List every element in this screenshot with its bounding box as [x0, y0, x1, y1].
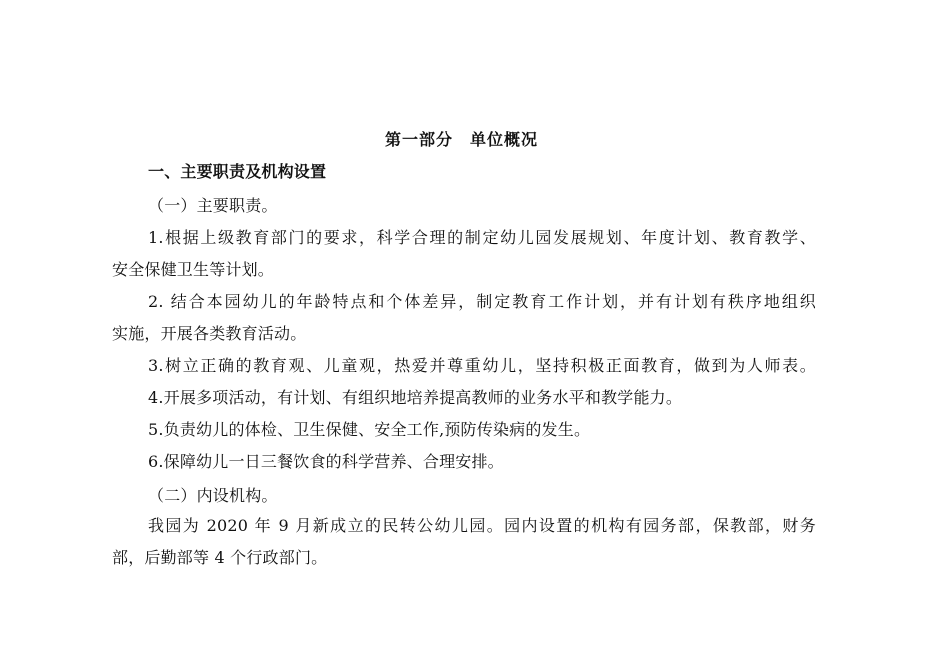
duty-item-5: 5.负责幼儿的体检、卫生保健、安全工作,预防传染病的发生。 — [148, 420, 591, 439]
page-title: 第一部分 单位概况 — [385, 130, 539, 149]
duty-item-6: 6.保障幼儿一日三餐饮食的科学营养、合理安排。 — [148, 452, 504, 471]
duty-item-2-line-2: 实施，开展各类教育活动。 — [112, 324, 307, 343]
duty-item-1-line-2: 安全保健卫生等计划。 — [112, 260, 275, 279]
org-paragraph-line-2: 部，后勤部等 4 个行政部门。 — [112, 548, 328, 567]
duty-item-2-line-1: 2. 结合本园幼儿的年龄特点和个体差异，制定教育工作计划，并有计划有秩序地组织 — [148, 292, 816, 311]
duty-item-4: 4.开展多项活动，有计划、有组织地培养提高教师的业务水平和教学能力。 — [148, 388, 683, 407]
duty-item-3: 3.树立正确的教育观、儿童观，热爱并尊重幼儿，坚持积极正面教育，做到为人师表。 — [148, 356, 816, 375]
duty-item-1-line-1: 1.根据上级教育部门的要求，科学合理的制定幼儿园发展规划、年度计划、教育教学、 — [148, 228, 816, 247]
subsection-heading-main-duties: （一）主要职责。 — [148, 196, 278, 215]
section-heading-main-duties-and-structure: 一、主要职责及机构设置 — [148, 162, 327, 181]
subsection-heading-internal-structure: （二）内设机构。 — [148, 486, 278, 505]
org-paragraph-line-1: 我园为 2020 年 9 月新成立的民转公幼儿园。园内设置的机构有园务部，保教部，财务 — [148, 516, 816, 535]
